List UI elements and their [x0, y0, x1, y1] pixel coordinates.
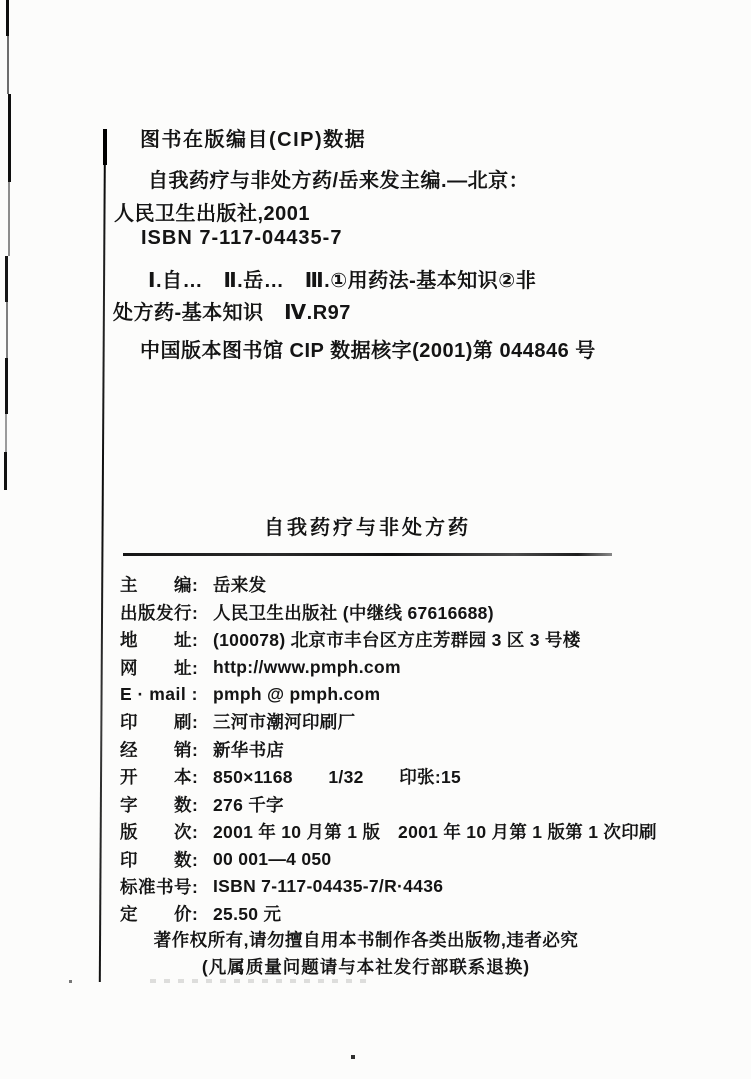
colophon-label: E · mail :	[120, 683, 198, 704]
scan-speck	[351, 1055, 355, 1059]
cip-heading: 图书在版编目(CIP)数据	[140, 129, 367, 151]
colophon-row-email	[120, 681, 680, 708]
colophon-label: 标准书号:	[120, 877, 199, 898]
colophon-label: 出版发行:	[120, 602, 199, 623]
cip-line-classification-2: 处方药-基本知识 Ⅳ.R97	[113, 302, 351, 324]
colophon-list	[120, 571, 680, 928]
cip-line-isbn: ISBN 7-117-04435-7	[141, 227, 343, 249]
colophon-value: 00 001—4 050	[213, 848, 332, 869]
colophon-value: http://www.pmph.com	[213, 656, 401, 677]
colophon-row-website	[120, 653, 680, 680]
colophon-row-edition	[120, 818, 680, 845]
colophon-value: pmph @ pmph.com	[213, 683, 381, 704]
colophon-row-printrun	[120, 845, 680, 872]
colophon-label: 网 址:	[120, 657, 199, 678]
colophon-label: 版 次:	[120, 822, 199, 843]
colophon-value: 850×1168 1/32 印张:15	[213, 767, 462, 788]
scan-spine-line-segment	[5, 256, 8, 302]
cip-box-border-line	[99, 130, 106, 982]
cip-box-border-notch	[103, 129, 107, 165]
colophon-row-format	[120, 763, 680, 790]
colophon-value: 三河市潮河印刷厂	[213, 712, 356, 733]
colophon-value: (100078) 北京市丰台区方庄芳群园 3 区 3 号楼	[213, 630, 581, 651]
colophon-value: 276 千字	[213, 794, 284, 815]
colophon-row-distributor	[120, 736, 680, 763]
colophon-row-price	[120, 900, 680, 927]
colophon-row-address	[120, 626, 680, 653]
cip-line-classification-1: Ⅰ.自… Ⅱ.岳… Ⅲ.①用药法-基本知识②非	[148, 270, 537, 292]
colophon-value: ISBN 7-117-04435-7/R·4436	[213, 876, 444, 897]
scan-spine-line-segment	[6, 302, 8, 358]
colophon-label: 定 价:	[120, 904, 199, 925]
title-divider-rule	[123, 553, 612, 556]
colophon-value: 岳来发	[213, 575, 267, 596]
scan-speck	[69, 980, 72, 983]
colophon-value: 25.50 元	[213, 904, 282, 925]
colophon-label: 字 数:	[120, 794, 199, 815]
colophon-value: 新华书店	[213, 739, 285, 760]
cip-line-title-author: 自我药疗与非处方药/岳来发主编.—北京：	[148, 170, 530, 192]
colophon-value: 人民卫生出版社 (中继线 67616688)	[213, 602, 494, 623]
cip-line-publisher-year: 人民卫生出版社,2001	[114, 203, 311, 225]
quality-return-notice: (凡属质量问题请与本社发行部联系退换)	[201, 957, 531, 977]
scan-spine-line-segment	[5, 358, 8, 414]
scan-spine-line-segment	[4, 452, 7, 490]
scan-smudge	[150, 979, 370, 983]
colophon-label: 印 刷:	[120, 712, 199, 733]
colophon-row-isbn	[120, 873, 680, 900]
colophon-label: 地 址:	[120, 630, 199, 651]
colophon-label: 开 本:	[120, 767, 199, 788]
cip-record-number: 中国版本图书馆 CIP 数据核字(2001)第 044846 号	[140, 340, 596, 362]
scan-spine-line-segment	[6, 0, 9, 36]
colophon-row-wordcount	[120, 791, 680, 818]
scan-spine-line-segment	[5, 414, 7, 452]
colophon-label: 主 编:	[120, 575, 199, 596]
scan-spine-line-segment	[8, 182, 10, 256]
scan-spine-line-segment	[8, 94, 11, 182]
colophon-row-printer	[120, 708, 680, 735]
copyright-notice: 著作权所有,请勿擅自用本书制作各类出版物,违者必究	[153, 930, 579, 950]
colophon-label: 经 销:	[120, 739, 199, 760]
colophon-row-editor	[120, 571, 680, 598]
colophon-row-publisher	[120, 598, 680, 625]
scan-spine-line-segment	[7, 36, 9, 94]
book-title: 自我药疗与非处方药	[264, 517, 471, 539]
colophon-label: 印 数:	[120, 849, 199, 870]
colophon-value: 2001 年 10 月第 1 版 2001 年 10 月第 1 版第 1 次印刷	[213, 822, 657, 843]
